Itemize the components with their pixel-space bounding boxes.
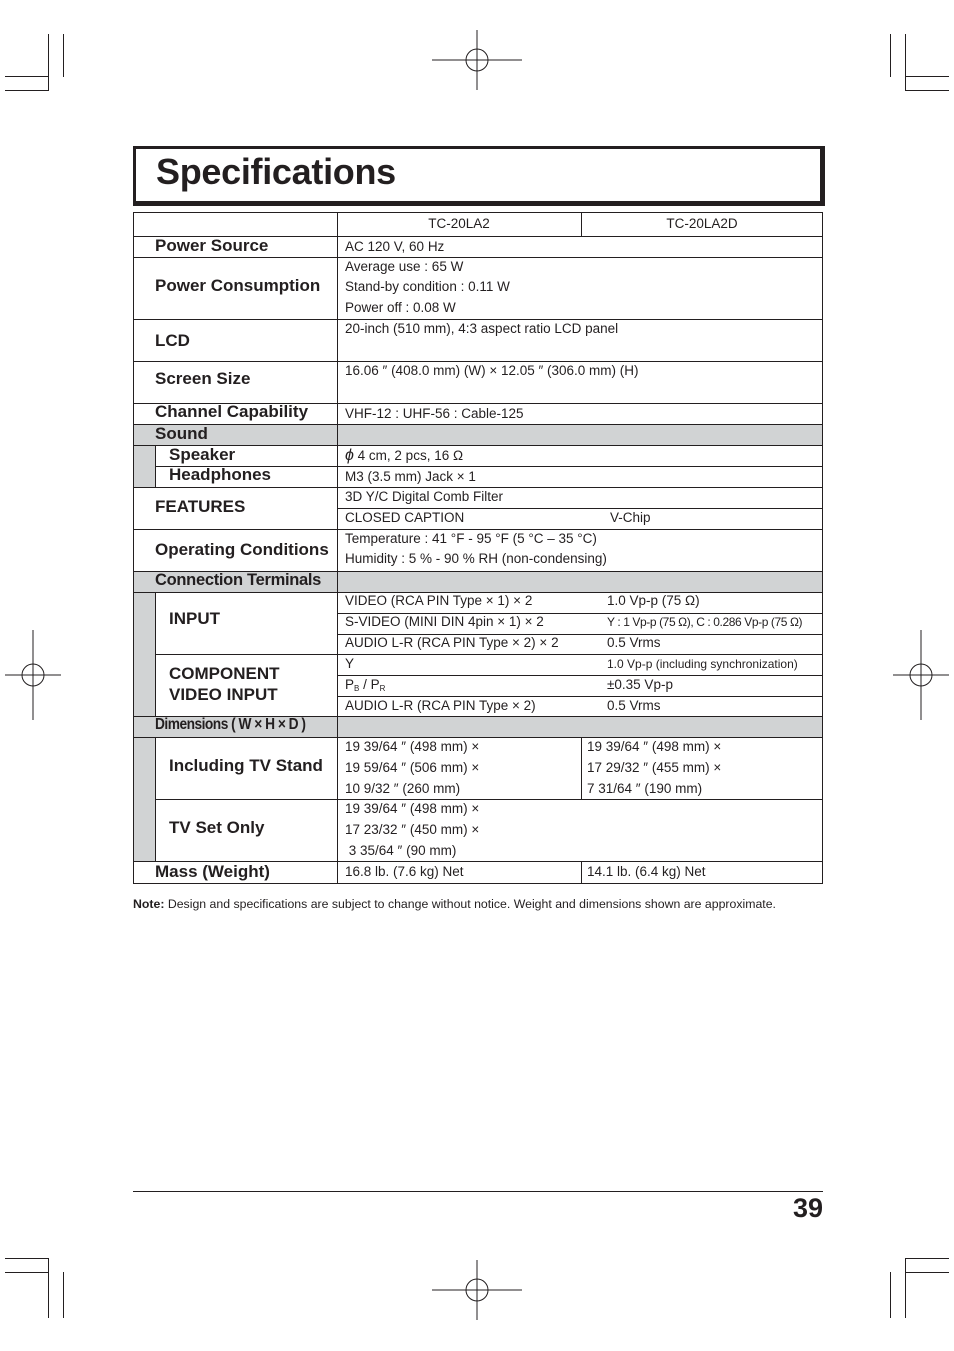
registration-mark-icon — [432, 30, 522, 90]
sound-sidebar-shade — [133, 445, 155, 487]
connection-terminals-label: Connection Terminals — [155, 571, 322, 589]
with-stand-b: 7 31/64 ″ (190 mm) — [587, 781, 703, 796]
row-divider — [155, 654, 823, 655]
crop-mark — [48, 1258, 49, 1318]
row-divider — [155, 799, 823, 800]
crop-mark — [5, 1272, 49, 1273]
speaker-value — [345, 448, 463, 464]
crop-mark — [63, 34, 64, 77]
crop-mark — [5, 90, 49, 91]
crop-mark — [5, 1258, 49, 1259]
crop-mark — [905, 76, 949, 77]
column-divider — [337, 212, 338, 884]
registration-mark-icon — [893, 630, 949, 720]
speaker-label: Speaker — [169, 445, 236, 464]
sound-section-shade — [133, 424, 823, 445]
speaker-spec: 4 cm, 2 pcs, 16 Ω — [357, 448, 464, 463]
page-number: 39 — [792, 1193, 823, 1223]
input-row-a: S-VIDEO (MINI DIN 4pin × 1) × 2 — [345, 614, 544, 629]
crop-mark — [63, 1272, 64, 1318]
model-column-divider — [581, 737, 582, 799]
crop-mark — [5, 76, 49, 77]
features-value: 3D Y/C Digital Comb Filter — [345, 489, 504, 504]
lcd-value: 20-inch (510 mm), 4:3 aspect ratio LCD panel — [345, 321, 619, 336]
component-label: VIDEO INPUT — [169, 685, 278, 704]
table-border — [133, 212, 134, 884]
features-value: CLOSED CAPTION — [345, 510, 465, 525]
component-label: COMPONENT — [169, 664, 280, 683]
phi-symbol: ϕ — [345, 447, 354, 464]
mass-a: 16.8 lb. (7.6 kg) Net — [345, 864, 464, 879]
headphones-value: M3 (3.5 mm) Jack × 1 — [345, 469, 476, 484]
crop-mark — [890, 1272, 891, 1318]
component-y-label: Y — [345, 656, 355, 671]
row-divider — [133, 319, 823, 320]
row-divider — [337, 696, 823, 697]
crop-mark — [905, 90, 949, 91]
crop-mark — [905, 1272, 949, 1273]
sidebar-divider — [155, 592, 156, 716]
title-box — [133, 146, 825, 206]
input-row-b: 0.5 Vrms — [607, 635, 661, 650]
note-label: Note: — [133, 897, 165, 911]
with-stand-a: 19 59/64 ″ (506 mm) × — [345, 760, 480, 775]
mass-label: Mass (Weight) — [155, 862, 270, 881]
including-stand-label: Including TV Stand — [169, 756, 323, 775]
mass-b: 14.1 lb. (6.4 kg) Net — [587, 864, 706, 879]
with-stand-b: 19 39/64 ″ (498 mm) × — [587, 739, 722, 754]
headphones-label: Headphones — [169, 465, 272, 484]
registration-mark-icon — [5, 630, 61, 720]
sidebar-divider — [155, 445, 156, 487]
set-only-value: 3 35/64 ″ (90 mm) — [345, 843, 457, 858]
crop-mark — [48, 34, 49, 91]
with-stand-a: 10 9/32 ″ (260 mm) — [345, 781, 461, 796]
features-label: FEATURES — [155, 497, 246, 516]
component-pbpr-value: ±0.35 Vp-p — [607, 677, 673, 692]
features-value: V-Chip — [610, 510, 651, 525]
row-divider — [133, 445, 823, 446]
model-b-header: TC-20LA2D — [666, 216, 738, 231]
power-consumption-value: Stand-by condition : 0.11 W — [345, 279, 510, 294]
input-row-b: Y : 1 Vp-p (75 Ω), C : 0.286 Vp-p (75 Ω) — [607, 615, 803, 629]
screen-size-value: 16.06 ″ (408.0 mm) (W) × 12.05 ″ (306.0 mm) (H) — [345, 363, 639, 378]
operating-conditions-label: Operating Conditions — [155, 540, 329, 559]
channel-capability-value: VHF-12 : UHF-56 : Cable-125 — [345, 406, 524, 421]
set-only-label: TV Set Only — [169, 818, 265, 837]
row-divider — [337, 675, 823, 676]
dimensions-label: Dimensions ( W × H × D ) — [155, 716, 306, 733]
sound-label: Sound — [155, 424, 208, 443]
set-only-value: 17 23/32 ″ (450 mm) × — [345, 822, 480, 837]
crop-mark — [905, 1258, 906, 1318]
table-border — [133, 212, 823, 213]
set-only-value: 19 39/64 ″ (498 mm) × — [345, 801, 480, 816]
input-row-b: 1.0 Vp-p (75 Ω) — [607, 593, 700, 608]
input-row-a: VIDEO (RCA PIN Type × 1) × 2 — [345, 593, 533, 608]
row-divider — [337, 508, 823, 509]
component-y-value: 1.0 Vp-p (including synchronization) — [607, 657, 798, 671]
with-stand-a: 19 39/64 ″ (498 mm) × — [345, 739, 480, 754]
power-consumption-value: Average use : 65 W — [345, 259, 464, 274]
screen-size-label: Screen Size — [155, 369, 251, 388]
note — [133, 897, 776, 911]
row-divider — [133, 424, 823, 425]
input-label: INPUT — [169, 609, 220, 628]
dimensions-sidebar-shade — [133, 737, 155, 861]
connection-sidebar-shade — [133, 592, 155, 716]
operating-conditions-value: Temperature : 41 °F - 95 °F (5 °C – 35 °C) — [345, 531, 597, 546]
note-text: Design and specifications are subject to change without notice. Weight and dimensions shown are approximate. — [164, 897, 776, 911]
channel-capability-label: Channel Capability — [155, 402, 309, 421]
crop-mark — [890, 34, 891, 77]
model-a-header: TC-20LA2 — [428, 216, 490, 231]
crop-mark — [905, 34, 906, 91]
power-consumption-value: Power off : 0.08 W — [345, 300, 456, 315]
row-divider — [133, 361, 823, 362]
operating-conditions-value: Humidity : 5 % - 90 % RH (non-condensing) — [345, 551, 607, 566]
input-row-a: AUDIO L-R (RCA PIN Type × 2) × 2 — [345, 635, 559, 650]
row-divider — [133, 487, 823, 488]
component-pbpr-label: $P_B / P_R$ — [345, 677, 386, 693]
row-divider — [133, 257, 823, 258]
page-title: Specifications — [156, 151, 396, 192]
table-border — [133, 883, 823, 884]
component-audio-value: 0.5 Vrms — [607, 698, 661, 713]
power-source-label: Power Source — [155, 236, 269, 255]
component-audio-label: AUDIO L-R (RCA PIN Type × 2) — [345, 698, 536, 713]
crop-mark — [905, 1258, 949, 1259]
table-border — [822, 212, 823, 884]
footer-rule — [133, 1191, 823, 1192]
power-consumption-label: Power Consumption — [155, 276, 321, 295]
row-divider — [133, 529, 823, 530]
with-stand-b: 17 29/32 ″ (455 mm) × — [587, 760, 722, 775]
specifications-table — [133, 212, 823, 884]
lcd-label: LCD — [155, 331, 190, 350]
model-column-divider — [581, 861, 582, 884]
sidebar-divider — [155, 737, 156, 861]
registration-mark-icon — [432, 1260, 522, 1320]
power-source-value: AC 120 V, 60 Hz — [345, 239, 445, 254]
row-divider — [133, 737, 823, 738]
